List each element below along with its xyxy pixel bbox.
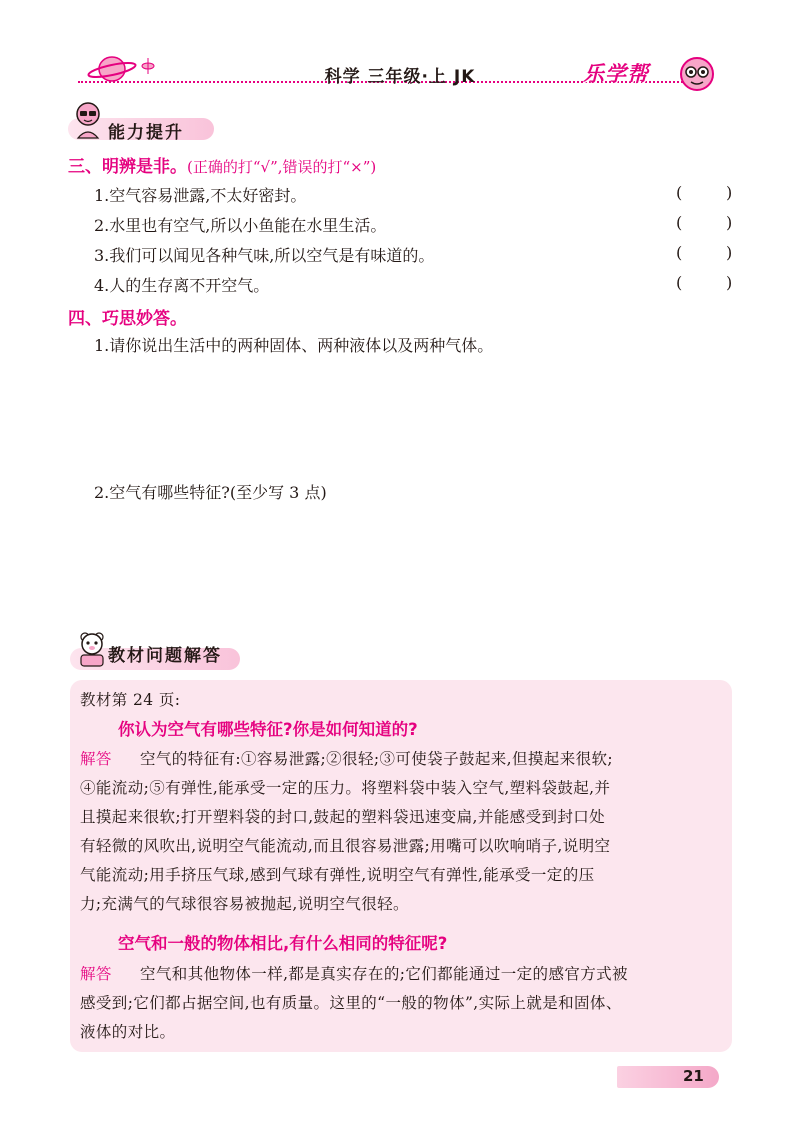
answer-label-1: 解答: [80, 750, 112, 768]
paren-close: ): [726, 213, 733, 232]
page-number: 21: [683, 1067, 704, 1085]
judge-item-3: 3.我们可以闻见各种气味,所以空气是有味道的。: [94, 246, 435, 265]
kid-icon: [72, 100, 104, 146]
paren-close: ): [726, 273, 733, 292]
paren-close: ): [726, 243, 733, 262]
bear-icon: [76, 628, 108, 674]
judge-item-4: 4.人的生存离不开空气。: [94, 276, 270, 295]
answer-1-line-2: ④能流动;⑤有弹性,能承受一定的压力。将塑料袋中装入空气,塑料袋鼓起,并: [80, 779, 611, 797]
textbook-title: 教材问题解答: [108, 646, 222, 666]
part3-heading: 三、明辨是非。: [68, 157, 187, 177]
judge-item-2: 2.水里也有空气,所以小鱼能在水里生活。: [94, 216, 387, 235]
answer-1-line-4: 有轻微的风吹出,说明空气能流动,而且很容易泄露;用嘴可以吹响哨子,说明空: [80, 837, 611, 855]
mascot-icon: [676, 54, 718, 98]
part3-heading-row: [68, 152, 376, 177]
textbook-question-1: 你认为空气有哪些特征?你是如何知道的?: [118, 720, 418, 739]
subject-title: 科学 三年级·上 JK: [324, 67, 476, 87]
part3-note: (正确的打“√”,错误的打“×”): [187, 158, 377, 176]
answer-space-2[interactable]: [94, 510, 734, 620]
part4-question-2: 2.空气有哪些特征?(至少写 3 点): [94, 483, 327, 502]
judge-item-1: 1.空气容易泄露,不太好密封。: [94, 186, 307, 205]
paren-open: (: [676, 213, 683, 232]
part4-question-1: 1.请你说出生活中的两种固体、两种液体以及两种气体。: [94, 336, 494, 355]
answer-2-line-2: 感受到;它们都占据空间,也有质量。这里的“一般的物体”,实际上就是和固体、: [80, 994, 622, 1012]
part4-heading: 四、巧思妙答。: [68, 309, 187, 329]
answer-2-line-1: 空气和其他物体一样,都是真实存在的;它们都能通过一定的感官方式被: [140, 965, 628, 983]
paren-open: (: [676, 273, 683, 292]
answer-1-line-3: 且摸起来很软;打开塑料袋的封口,鼓起的塑料袋迅速变扁,并能感受到封口处: [80, 808, 606, 826]
answer-space-1[interactable]: [94, 362, 734, 470]
answer-1-line-1: 空气的特征有:①容易泄露;②很轻;③可使袋子鼓起来,但摸起来很软;: [140, 750, 614, 768]
page-reference: 教材第 24 页:: [80, 691, 181, 709]
paren-close: ): [726, 183, 733, 202]
paren-open: (: [676, 243, 683, 262]
answer-1-line-5: 气能流动;用手挤压气球,感到气球有弹性,说明空气有弹性,能承受一定的压: [80, 866, 595, 884]
answer-1-line-6: 力;充满气的气球很容易被抛起,说明空气很轻。: [80, 895, 409, 913]
answer-label-2: 解答: [80, 965, 112, 983]
textbook-question-2: 空气和一般的物体相比,有什么相同的特征呢?: [118, 934, 448, 953]
paren-open: (: [676, 183, 683, 202]
ability-title: 能力提升: [108, 123, 184, 143]
brand-logo: 乐学帮: [583, 62, 649, 86]
answer-2-line-3: 液体的对比。: [80, 1023, 176, 1041]
